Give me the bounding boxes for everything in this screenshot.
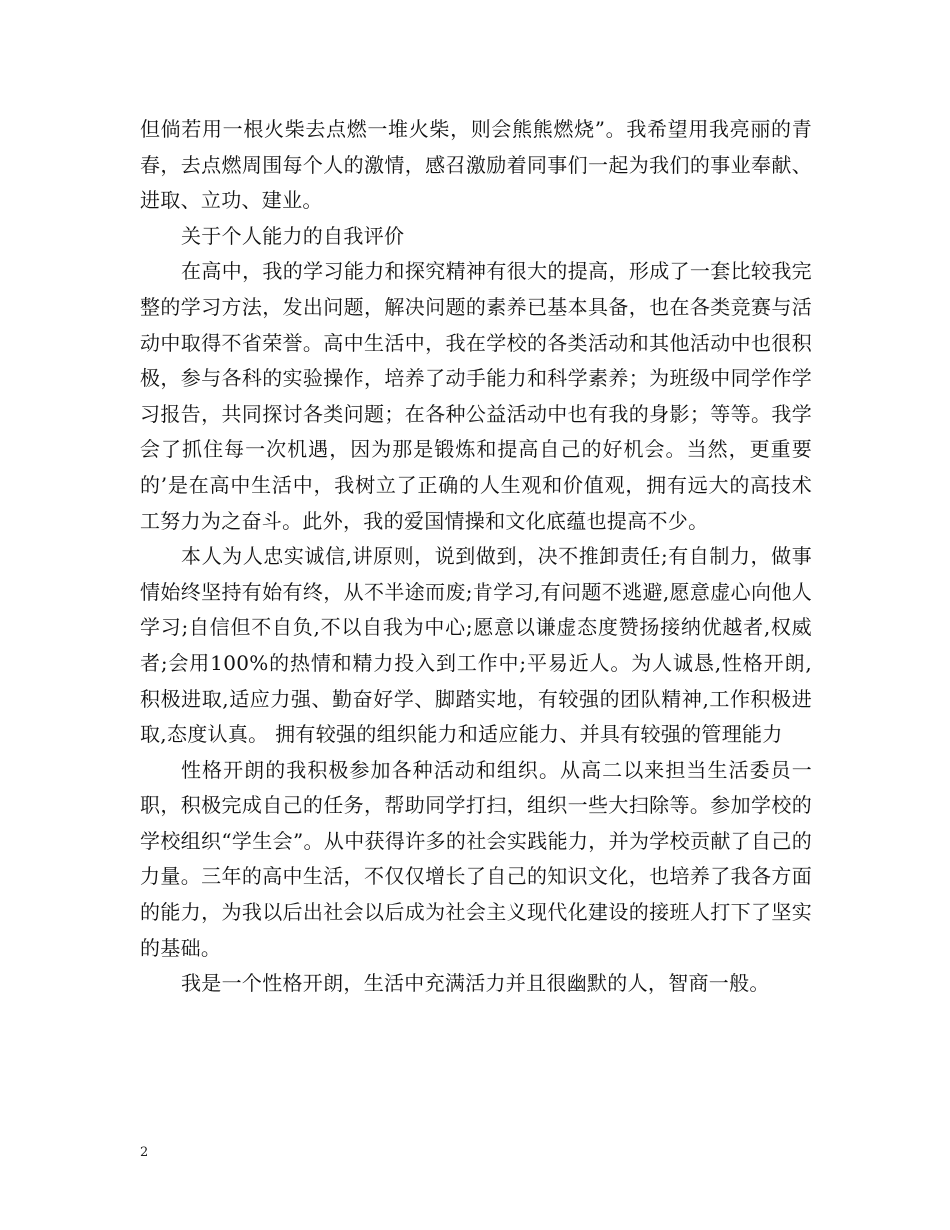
paragraph-character: 本人为人忠实诚信,讲原则，说到做到，决不推卸责任;有自制力，做事情始终坚持有始有终，从不半途而废;肯学习,有问题不逃避,愿意虚心向他人学习;自信但不自负,不以自我为中心;愿意以谦虚态度赞扬接纳优越者,权威者;会用100%的热情和精力投入到工作中;平易近人。为人诚恳,性格开朗,积极进取,适应力强、勤奋好学、脚踏实地，有较强的团队精神,工作积极进取,态度认真。 拥有较强的组织能力和适应能力、并具有较强的管理能力 bbox=[140, 544, 812, 747]
section-heading: 关于个人能力的自我评价 bbox=[181, 223, 405, 248]
paragraph-activities: 性格开朗的我积极参加各种活动和组织。从高二以来担当生活委员一职，积极完成自己的任务，帮助同学打扫，组织一些大扫除等。参加学校的学校组织“学生会”。从中获得许多的社会实践能力，并为学校贡献了自己的力量。三年的高中生活，不仅仅增长了自己的知识文化，也培养了我各方面的能力，为我以后出社会以后成为社会主义现代化建设的接班人打下了坚实的基础。 bbox=[140, 757, 812, 960]
paragraph-personality: 我是一个性格开朗，生活中充满活力并且很幽默的人，智商一般。 bbox=[181, 971, 770, 996]
paragraph-continuation: 但倘若用一根火柴去点燃一堆火柴，则会熊熊燃烧”。我希望用我亮丽的青春，去点燃周围每个人的激情，感召激励着同事们一起为我们的事业奉献、进取、立功、建业。 bbox=[140, 117, 812, 213]
document-body bbox=[140, 112, 812, 1002]
page-number: 2 bbox=[140, 1145, 149, 1160]
paragraph-abilities: 在高中，我的学习能力和探究精神有很大的提高，形成了一套比较我完整的学习方法，发出问题，解决问题的素养已基本具备，也在各类竞赛与活动中取得不省荣誉。高中生活中，我在学校的各类活动和其他活动中也很积极，参与各科的实验操作，培养了动手能力和科学素养；为班级中同学作学习报告，共同探讨各类问题；在各种公益活动中也有我的身影；等等。我学会了抓住每一次机遇，因为那是锻炼和提高自己的好机会。当然，更重要的’是在高中生活中，我树立了正确的人生观和价值观，拥有远大的高技术工努力为之奋斗。此外，我的爱国情操和文化底蕴也提高不少。 bbox=[140, 259, 812, 533]
